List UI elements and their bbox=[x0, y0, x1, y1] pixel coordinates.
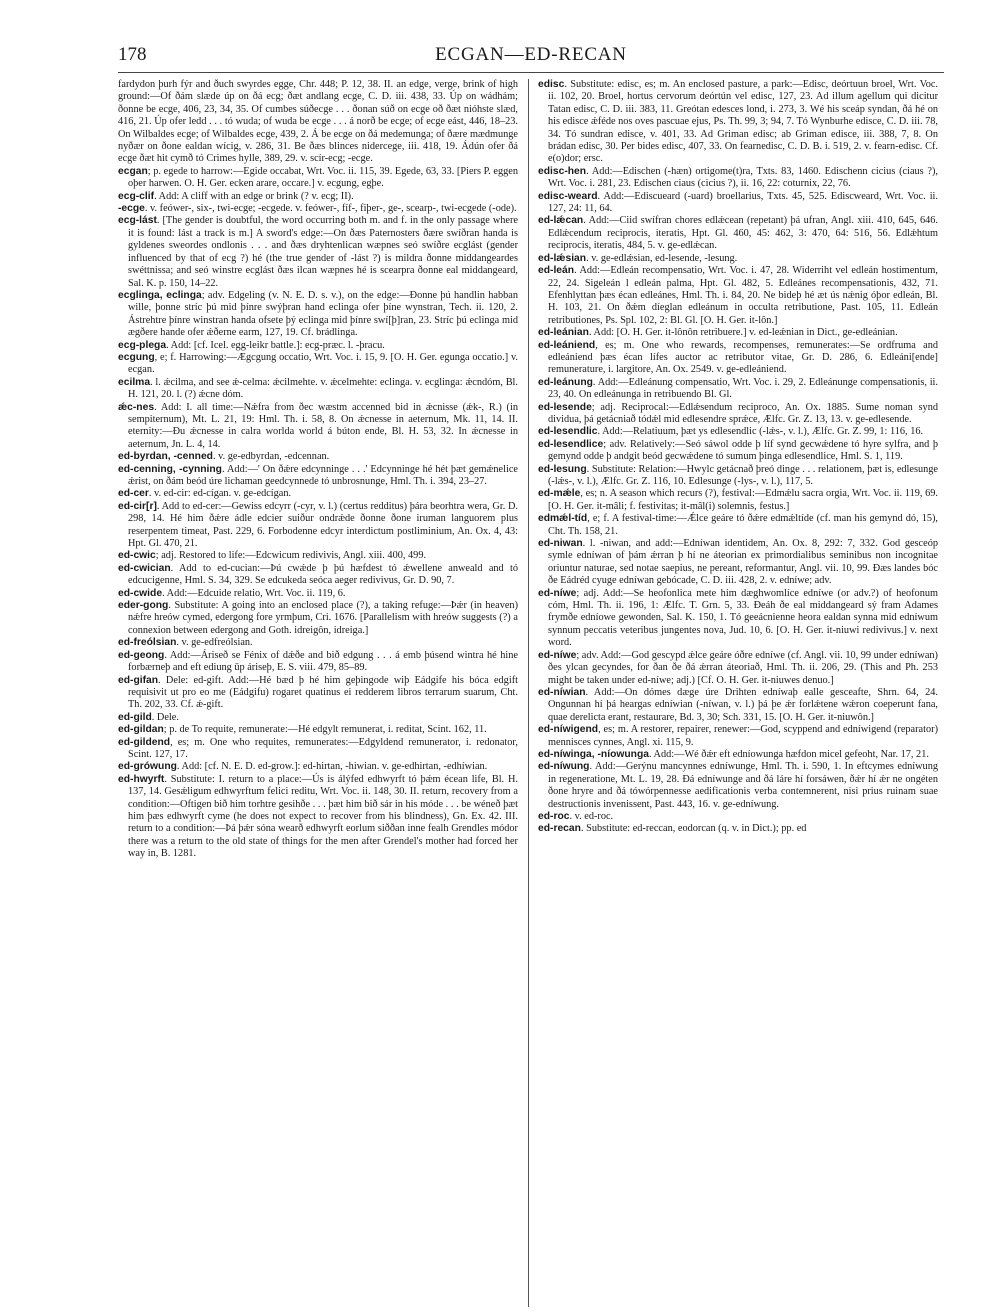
entry-headword: ecgan bbox=[118, 165, 148, 177]
entry-headword: ed-leán bbox=[538, 265, 575, 277]
entry-body: , es; m. One who requites, remunerates:—Edgyldend remunerator, i. redonator, Scint. 127, 17. bbox=[128, 736, 518, 760]
dictionary-entry bbox=[538, 588, 938, 650]
entry-headword: ed-cwide bbox=[118, 587, 163, 599]
dictionary-entry bbox=[118, 650, 518, 675]
entry-body: . Substitute: ed-reccan, eodorcan (q. v. in Dict.); pp. ed bbox=[580, 823, 807, 835]
dictionary-entry bbox=[118, 637, 518, 649]
dictionary-entry bbox=[538, 439, 938, 464]
entry-headword: ed-cer bbox=[118, 488, 149, 500]
dictionary-entry bbox=[538, 166, 938, 191]
entry-headword: ed-gildend bbox=[118, 736, 171, 748]
entry-headword: edisc bbox=[538, 79, 565, 90]
entry-headword: ed-lǽsian bbox=[538, 252, 587, 264]
dictionary-entry bbox=[538, 513, 938, 538]
entry-body: . Add:—Wé ðǽr eft edníowunga hæfdon micel gefeoht, Nar. 17, 21. bbox=[648, 748, 929, 760]
entry-headword: ed-níwe bbox=[538, 649, 577, 661]
dictionary-entry bbox=[118, 761, 518, 773]
entry-body: . Add:—Edleánung compensatio, Wrt. Voc. i. 29, 2. Edleánunge compensationis, ii. 23, 40. On edleánunga in retribuendo Bl. Gl. bbox=[548, 376, 938, 401]
entry-body: . v. feówer-, six-, twi-ecge; -ecgede. v. feówer-, fíf-, fiþer-, ge-, scearp-, twi-ecgede (-ode). bbox=[144, 203, 517, 215]
entry-headword: ed-níwe bbox=[538, 587, 577, 599]
dictionary-entry bbox=[538, 811, 938, 823]
entry-headword: ed-cenning, -cynning bbox=[118, 463, 222, 475]
entry-headword: ed-lesende bbox=[538, 401, 592, 413]
entry-headword: ed-leánung bbox=[538, 376, 593, 388]
entry-body: . Dele. bbox=[151, 711, 179, 723]
page-number: 178 bbox=[118, 44, 147, 65]
dictionary-entry bbox=[538, 253, 938, 265]
dictionary-entry bbox=[538, 215, 938, 252]
entry-body: . v. ge-edbyrdan, -edcennan. bbox=[212, 451, 330, 463]
entry-headword: ecg-plega bbox=[118, 339, 167, 351]
dictionary-entry bbox=[538, 377, 938, 402]
entry-headword: ed-lesung bbox=[538, 463, 587, 475]
dictionary-entry bbox=[118, 340, 518, 352]
entry-body: . v. ed-cir: ed-cígan. v. ge-edcígan. bbox=[148, 488, 292, 500]
entry-headword: ed-grówung bbox=[118, 761, 177, 773]
dictionary-entry bbox=[538, 749, 938, 761]
entry-headword: ed-geong bbox=[118, 649, 165, 661]
entry-body: . v. ge-edfreólsian. bbox=[176, 637, 253, 649]
entry-body: . Add: I. all time:—Nǽfra from ðec wæstm accenned bid in ǽcnisse (ǽk-, R.) (in sempiternum), Mt. L. 21, 19: Hml. Th. i. 58, 8. On ǽcnesse in aeternum, Mk. 11, 14. II. eternity:—Ðu ǽcnesse in calra worlda world á búton ende, Bl. H. 53, 32. In ǽcnesse in aeternum, Jn. L. 4, 14. bbox=[128, 401, 518, 450]
entry-body: , e; f. Harrowing:—Ægcgung occatio, Wrt. Voc. i. 15, 9. [O. H. Ger. egunga occatio.] v. ecgan. bbox=[128, 351, 518, 376]
dictionary-columns bbox=[118, 79, 944, 1307]
entry-headword: ed-lǽcan bbox=[538, 215, 584, 227]
dictionary-entry bbox=[118, 79, 518, 166]
entry-body: fardydon þurh fýr and ðuch swyrdes egge, Chr. 448; P. 12, 38. II. an edge, verge, brink of high ground:—Of ðám slæde úp on ðá ecg; ðæt andlang ecge, C. D. iii. 438, 33. Úp on wádhám; ðonne be ecge, 406, 23, 34, 35. Of cumbes súðecge . . . ðonan súð on ecge oð ðæt nióhste slæd, 416, 21. Úp ofer ledd . . . tó wuda; of wuda be ecge . . . á norð be ecge; of ecge eást, 446, 18–23. On Wilbaldes ecge; of Wilbaldes ecge, 439, 2. Á be ecge on ðá medemunga; of ðære mædmunge nyðær on ðone ealdan wícig, v. 286, 31. Be ðæs blinces nidercege, iii. 418, 19. Ádún ofer ðá ecge ðæt hit cymð tó Crimes hylle, 389, 29. v. scír-ecg; -ecge. bbox=[118, 79, 518, 165]
entry-body: . Add:—Relatiuum, þæt ys edlesendlic (-lǽs-, v. l.), Ælfc. Gr. Z. 99, 1: 116, 16. bbox=[597, 426, 924, 438]
dictionary-entry bbox=[538, 687, 938, 724]
entry-headword: ecglinga, eclinga bbox=[118, 289, 202, 301]
entry-headword: ed-niwan bbox=[538, 538, 583, 550]
dictionary-entry bbox=[538, 340, 938, 377]
dictionary-entry bbox=[538, 464, 938, 489]
column-divider bbox=[528, 79, 529, 1307]
entry-headword: ǽc-nes bbox=[118, 401, 155, 413]
entry-body: . Add:—Ediscueard (-uard) broellarius, Txts. 45, 525. Ediscweard, Wrt. Voc. ii. 127, 24: 11, 64. bbox=[548, 190, 938, 215]
dictionary-entry bbox=[538, 426, 938, 438]
entry-headword: ed-cwician bbox=[118, 562, 171, 574]
dictionary-entry bbox=[118, 600, 518, 637]
dictionary-entry bbox=[118, 352, 518, 377]
entry-body: . l. -niwan, and add:—Edníwan identidem, An. Ox. 8, 292: 7, 332. God gesceóp symle edníwan of þám ǽrran þ hí ne áteorian ex primordialibus seminibus non incognitae oriuntur naturae, sed notae saepius, ne pereant, reformantur, Angl. vii. 10, 99. Ðæs landes bóc ðe Eádréd cyuge edníwan gebócade, C. D. iii. 428, 2. v. edníwe; adv. bbox=[548, 538, 938, 587]
entry-body: . Add:—Gerýnu mancynnes edníwunge, Hml. Th. i. 590, 1. In eftcymes edníwung in regeneratione, Mt. L. 19, 28. Ðá edníwunge and ðá láre hí forsáwen, ðǽr hí ǽr ne ongéten ðone hryre and ðá tówórpennesse aedificationis verba contemnerent, nisi prius ruinam suae destructionis invenissent, Past. 443, 16. v. ge-edníwung. bbox=[548, 761, 938, 810]
right-column bbox=[538, 79, 938, 1307]
dictionary-entry bbox=[538, 265, 938, 327]
entry-headword: eder-gong bbox=[118, 600, 169, 612]
entry-headword: ed-lesendlice bbox=[538, 438, 604, 450]
entry-headword: ed-cwic bbox=[118, 550, 156, 562]
entry-body: , e; f. A festival-time:—Ǽlce geáre tó ðǽre edmǽltíde (cf. man his gemynd dó, 15), Cht. Th. 158, 21. bbox=[548, 513, 938, 537]
entry-headword: -ecge bbox=[118, 203, 145, 215]
dictionary-entry bbox=[118, 737, 518, 762]
dictionary-entry bbox=[538, 761, 938, 811]
entry-headword: ecg-lást bbox=[118, 215, 157, 227]
dictionary-entry bbox=[118, 402, 518, 452]
dictionary-entry bbox=[118, 166, 518, 191]
entry-body: . Add:—Edcuide relatio, Wrt. Voc. ii. 119, 6. bbox=[162, 587, 346, 599]
entry-headword: ed-freólsian bbox=[118, 637, 177, 649]
dictionary-entry bbox=[118, 588, 518, 600]
entry-body: . Add to ed-cucian:—Þú cwǽde þ þú hæfdest tó ǽwellene anweald and tó edcucigenne, Hml. S. 34, 329. Se edcukeda seóca aeger redivivus, Gr. D. 90, 7. bbox=[128, 562, 518, 587]
dictionary-entry bbox=[118, 464, 518, 489]
entry-headword: edisc-weard bbox=[538, 190, 598, 202]
entry-headword: ed-hwyrft bbox=[118, 773, 165, 785]
dictionary-entry bbox=[538, 402, 938, 427]
dictionary-entry bbox=[118, 191, 518, 203]
entry-body: . Substitute: Relation:—Hwylc getácnað þreó dinge . . . relationem, þæt is, edlesunge (-lǽs-, v. l.), Ælfc. Gr. Z. 116, 10. Edlesunge (-lys-, v. l.), 117, 5. bbox=[548, 463, 938, 487]
entry-headword: ed-cir[r] bbox=[118, 500, 157, 512]
entry-body: . Add: [O. H. Ger. it-lônôn retribuere.] v. ed-leǽnian in Dict., ge-edleánian. bbox=[588, 327, 898, 339]
dictionary-entry bbox=[538, 488, 938, 513]
dictionary-entry bbox=[538, 191, 938, 216]
dictionary-entry bbox=[538, 538, 938, 588]
dictionary-entry bbox=[118, 290, 518, 340]
running-title: ECGAN—ED-RECAN bbox=[435, 44, 627, 65]
entry-body: ; adj. Reciprocal:—Edlǽsendum reciproco, An. Ox. 1885. Sume noman synd dividua, þá getácniað tódǽl mid edlesendre sprǽce, Ælfc. Gr. Z. 13, 13. v. ge-edlesende. bbox=[548, 401, 938, 425]
entry-headword: ed-gild bbox=[118, 711, 152, 723]
entry-body: . v. ge-edlǽsian, ed-lesende, -lesung. bbox=[586, 252, 738, 264]
entry-body: . l. ǽcilma, and see ǽ-celma: ǽcilmehte. v. ǽcelmehte: eclinga. v. ecglinga: ǽcndóm, Bl. H. 121, 20. l. (?) ǽcne dóm. bbox=[128, 376, 518, 401]
entry-body: ; p. egede to harrow:—Egide occabat, Wrt. Voc. ii. 115, 39. Egede, 63, 33. [Piers P. eggen oþer harwen. O. H. Ger. ecken arare, occare.] v. ecgung, egþe. bbox=[128, 165, 518, 190]
entry-headword: ed-mǽle bbox=[538, 488, 581, 500]
entry-body: . Add:—Edleán recompensatio, Wrt. Voc. i. 47, 28. Widerriht vel edleán hostimentum, 22, 24. Sigeleán l edleán palma, Hpt. Gl. 482, 5. Edleánes recompensationis, 432, 71. Efenhlyttan þæs écan edleánes, Hml. Th. i. 84, 20. Ne bideþ hé æt ús nǽnig óþor edleán, Bl. H. 103, 21. On ðǽm díeglan edleánum in occulta retributione, Past. 105, 11. Edleán retributiones, Ps. Spl. 102, 2: Bl. Gl. [O. H. Ger. it-lôn.] bbox=[548, 265, 938, 326]
entry-body: . Add: A cliff with an edge or brink (? v. ecg; II). bbox=[154, 190, 354, 202]
entry-body: . Add to ed-cer:—Gewiss edcyrr (-cyr, v. l.) (certus redditus) þára beorhtra wera, Gr. D. 298, 14. Hé him ðǽre ádle edcier suiður ondrǽde ðonne ðone iruman languorem plus reserpentem timeat, Past. 229, 6. Forbodenne edcyr interdictum postliminium, An. Ox. 4, 43: Hpt. Gl. 470, 21. bbox=[128, 500, 518, 550]
entry-headword: ed-byrdan, -cenned bbox=[118, 451, 213, 463]
entry-headword: edisc-hen bbox=[538, 165, 587, 177]
entry-body: . Dele: ed-gift. Add:—Hé bæd þ hé him geþingode wiþ Eádgife his bóca edgift requisivit ut pro eo me (Eádgifu) rogaret quatinus ei redderem libros terrarum suarum, Cht. Th. 202, 33. Cf. ǽ-gift. bbox=[128, 674, 518, 711]
entry-body: . Add: [cf. N. E. D. ed-grow.]: ed-hirtan, -hiwian. v. ge-edhirtan, -edhíwian. bbox=[176, 761, 488, 773]
dictionary-entry bbox=[118, 488, 518, 500]
entry-body: , es; m. One who rewards, recompenses, remunerates:—Se ordfruma and edleániend þæs écan lífes auctor ac retributor vitae, Gr. D. 286, 6. Edleáni[ende] remunerature, i. largitore, An. Ox. 2549. v. ge-edleániend. bbox=[548, 339, 938, 376]
entry-body: . Substitute: edisc, es; m. An enclosed pasture, a park:—Edisc, deórtuun broel, Wrt. Voc. ii. 102, 20. Broel, hortus cervorum deórtún vel edisc, 127, 23. Ad illum agellum qui dicitur Tatan edisc, C. D. iii. 383, 11. Greótan edesces lond, i. 273, 3. Wé his sceáp syndan, ðá hé on his edisce ǽféde nos oves pascuae ejus, Ps. Th. 99, 3; 94, 7. Tó Wynburhe edisce, C. D. iii. 78, 34. Tó sundran edisce, v. 401, 33. Ad Griman edisc; ab Griman edisce, iii. 388, 7, 8. On brádan edisc, 30. Per bides edisc, 407, 33. On fearnedisc, C. D. B. i. 519, 2. v. fearn-edisc. Cf. e(o)dor; ersc. bbox=[548, 79, 938, 165]
entry-headword: ed-leánian bbox=[538, 327, 589, 339]
entry-headword: ecilma bbox=[118, 376, 151, 388]
entry-body: ; adv. Relatively:—Seó sáwol odde þ líf synd gecwǽdene tó hyre sylfra, and þ gemynd odde þ andgit beód gecwǽdene tó sumum þinga edlesendlice, Hml. S. 1, 119. bbox=[548, 438, 938, 463]
header-rule bbox=[118, 72, 944, 73]
entry-body: ; adj. Restored to life:—Edcwicum redivivis, Angl. xiii. 400, 499. bbox=[155, 550, 427, 562]
entry-body: . Add: [cf. Icel. egg-leikr battle.]: ecg-præc. l. -þracu. bbox=[166, 339, 385, 351]
dictionary-entry bbox=[118, 563, 518, 588]
entry-body: . Add:—Ciid swífran chores edlǽcean (repetant) þá ufran, Angl. xiii. 410, 645, 646. Edlǽcendum reciprocis, iteratis, Hpt. Gl. 460, 45: 462, 3: 470, 64: 516, 56. Edlǽhtum reciprocis, iteratis, 484, 5. v. ge-edlǽcan. bbox=[548, 215, 938, 252]
dictionary-entry bbox=[538, 724, 938, 749]
left-column bbox=[118, 79, 518, 1307]
dictionary-entry bbox=[118, 774, 518, 861]
dictionary-entry bbox=[538, 327, 938, 339]
entry-headword: ed-recan bbox=[538, 823, 581, 835]
dictionary-entry bbox=[118, 550, 518, 562]
entry-body: , es; m. A restorer, repairer, renewer:—God, scyppend and edníwigend (reparator) mennisces cynnes, Angl. xi. 115, 9. bbox=[548, 724, 938, 748]
entry-body: . Substitute: A going into an enclosed place (?), a taking refuge:—Þǽr (in heaven) nǽfre hreów cymed, edergong fore yrmþum, Cri. 1676. [Parallelism with hreów suggests (?) a connexion between edergong and Goth. idreigôn, idreiga.] bbox=[128, 600, 518, 636]
entry-headword: ed-níwian bbox=[538, 686, 586, 698]
entry-body: . Add:—Edischen (-hæn) ortigome(t)ra, Txts. 83, 1460. Edischenn cicius (ciaus ?), Wrt. Voc. i. 281, 23. Edischen ciaus (cicius ?), ii. 16, 22: coturnix, 22, 76. bbox=[548, 165, 938, 190]
dictionary-entry bbox=[538, 823, 938, 835]
dictionary-entry bbox=[538, 650, 938, 687]
page-header bbox=[118, 44, 944, 74]
entry-headword: ecg-clif bbox=[118, 190, 155, 202]
entry-body: ; adj. Add:—Se heofonlica mete him dæghwomlíce edníwe (or adv.?) of heofonum cóm, Hml. Th. ii. 196, 1: Ælfc. T. Grn. 5, 33. Ðeáh ðe eal middangeard sý fram Adames frymðe edníowe gewonden, Sal. K. 150, 1. Tó geeácnienne heora ealdan synna mid edníwum synnum peccatis veteribus jungentes nova, Jud. 10, 6. [O. H. Ger. it-niuwi redivivus.] v. next word. bbox=[548, 587, 938, 649]
dictionary-entry bbox=[538, 79, 938, 166]
entry-headword: edmǽl-tíd bbox=[538, 513, 588, 525]
entry-headword: ed-gifan bbox=[118, 674, 159, 686]
dictionary-entry bbox=[118, 712, 518, 724]
entry-headword: ed-roc bbox=[538, 810, 570, 822]
dictionary-entry bbox=[118, 215, 518, 289]
entry-body: . Add:—On dómes dæge úre Drihten edníwaþ ealle gesceafte, Shrn. 64, 24. Ongunnan hí þá heargas edníwian (-níwan, v. l.) þá þe ǽr forlǽtene wǽron coeperunt fana, quae derelicta erant, restaurare, Bd. 3, 30; Sch. 331, 15. [O. H. Ger. it-niuwôn.] bbox=[548, 686, 938, 723]
entry-body: . Add:—Áriseð se Fénix of dǽðe and bið edgung . . . á emb þúsend wintra hé hine forbærneþ and eft ediung ūp áriseþ, E. S. viii. 479, 85–89. bbox=[128, 649, 518, 674]
dictionary-entry bbox=[118, 501, 518, 551]
entry-headword: ed-níwinga, -níowunga bbox=[538, 748, 649, 760]
entry-headword: ed-gildan bbox=[118, 724, 164, 736]
entry-body: . Add:—' On ðǽre edcynninge . . .' Edcynninge hé hét þæt gemǽnelice ǽrist, on ðám beód úre lichaman geedcynnede tó unbrosnunge, Hml. Th. i. 394, 23–27. bbox=[128, 463, 518, 487]
dictionary-entry bbox=[118, 377, 518, 402]
entry-body: . Substitute: I. return to a place:—Ús is álýfed edhwyrft tó þǽm écean life, Bl. H. 137, 14. Gesǽligum edhwyrftum felici reditu, Wrt. Voc. ii. 148, 30. II. return, recovery from a condition:—Oftigen bið him torhtre gesihðe . . . þæt him bið sár in his móde . . . be wéneð þæt him þæs edhwyrft cyme (he does not expect to recover from his blindness), Gn. Ex. 42. III. return to a condition:—Þá þǽr sóna wearð edhwyrft eorlum siððan inne fealh Grendles módor there was a return to the old state of things for the men after Grendel's mother had forced her way in, B. 1281. bbox=[128, 773, 518, 860]
dictionary-entry bbox=[118, 451, 518, 463]
entry-body: . [The gender is doubtful, the word occurring both m. and f. in the only passage where it is found: lást a track is m.] A sword's edge:—On ðæs Paternosters ðære swíðran handa is gyldenes sweordes ondlonis . . . and ðæs dryhtenlican wæpnes seó swíðre ecglást (gender influenced by that of ecg ?) hé (the true gender of -lást ?) is mildra ðonne middangeardes swéttnissa; and seó winstre ecglást ðæs ilcan wæpnes hé is scearpra ðonne eal middangeard, Sal. K. p. 150, 14–22. bbox=[128, 215, 518, 289]
entry-body: . v. ed-roc. bbox=[569, 810, 614, 822]
entry-headword: ecgung bbox=[118, 351, 155, 363]
entry-headword: ed-lesendlic bbox=[538, 426, 598, 438]
dictionary-entry bbox=[118, 675, 518, 712]
entry-headword: ed-níwung bbox=[538, 761, 590, 773]
dictionary-entry bbox=[118, 724, 518, 736]
dictionary-entry bbox=[118, 203, 518, 215]
entry-body: , es; n. A season which recurs (?), festival:—Edmǽlu sacra orgia, Wrt. Voc. ii. 119, 69. [O. H. Ger. it-mâli; f. festivitas; it-mâl(i) solemnis, festus.] bbox=[548, 488, 938, 512]
entry-headword: ed-leániend bbox=[538, 339, 596, 351]
entry-body: ; p. de To requite, remunerate:—Hé edgylt remunerat, i. reditat, Scint. 162, 11. bbox=[163, 724, 487, 736]
entry-body: ; adv. Edgeling (v. N. E. D. s. v.), on the edge:—Ðonne þú handlin habban wille, þonne stríc þú mid þínre swýþran hand eclinga ofer þíne wynstran, Tech. ii. 120, 2. Ástrehtre þínre winstran handa ofsete þý eclinga mid þínre swí[þ]ran, 23. Stríc þú eclinga mid ægðere hande ofer ǽðerne earm, 127, 19. Cf. brádlinga. bbox=[128, 289, 518, 339]
entry-body: ; adv. Add:—God gescypd ǽlce geáre óðre edníwe (cf. Angl. vii. 10, 99 under edníwan) ðes ylcan gecyndes, for ðan ðe ðá ǽrran áteoriað, Hml. Th. ii. 206, 29. (This and Ph. 253 might be taken under ed-níwe; adj.) [Cf. O. H. Ger. it-niuwes denuo.] bbox=[548, 649, 938, 686]
entry-headword: ed-níwigend bbox=[538, 724, 599, 736]
